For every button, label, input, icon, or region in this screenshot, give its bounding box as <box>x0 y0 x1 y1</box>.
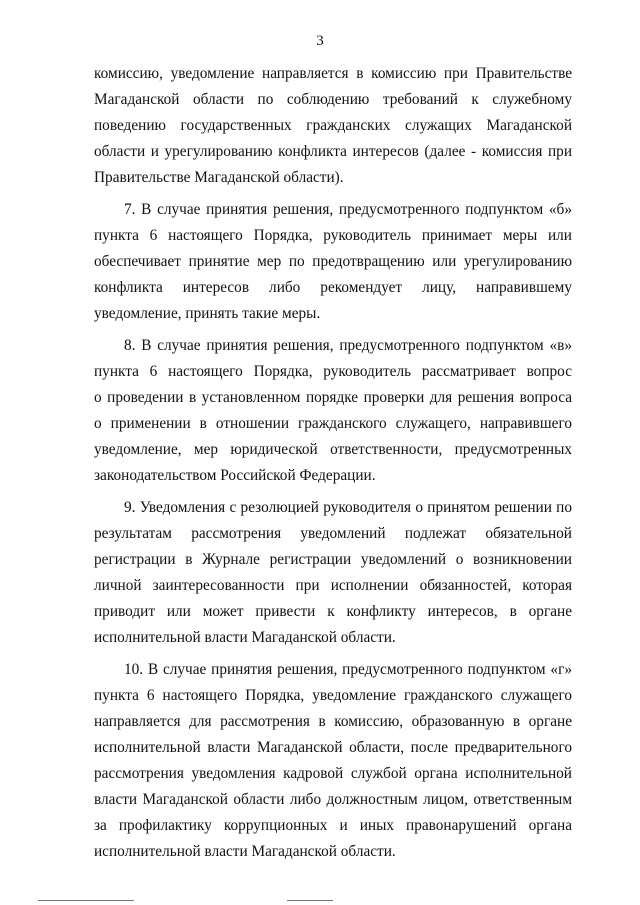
text-line: результатам рассмотрения уведомлений подлежат обязательной <box>94 525 572 542</box>
paragraph-item-8 <box>94 333 572 489</box>
paragraph-item-7 <box>94 197 572 327</box>
footer-divider <box>38 900 134 901</box>
text-line: 10. В случае принятия решения, предусмотренного подпунктом «г» <box>124 661 572 678</box>
paragraph-item-9 <box>94 495 572 651</box>
text-line: уведомление, принять такие меры. <box>94 305 321 322</box>
text-line: Магаданской области по соблюдению требований к служебному <box>94 91 572 108</box>
text-line: регистрации в Журнале регистрации уведомлений о возникновении <box>94 551 572 568</box>
text-line: пункта 6 настоящего Порядка, руководитель принимает меры или <box>94 227 572 244</box>
text-line: исполнительной власти Магаданской области, после предварительного <box>94 739 572 756</box>
text-line: 8. В случае принятия решения, предусмотренного подпунктом «в» <box>124 337 572 354</box>
text-line: о проведении в установленном порядке проверки для решения вопроса <box>94 389 572 406</box>
text-line: направляется для рассмотрения в комиссию, образованную в органе <box>94 713 572 730</box>
text-line: власти Магаданской области либо должностным лицом, ответственным <box>94 791 572 808</box>
paragraph-item-10 <box>94 657 572 865</box>
page-number: 3 <box>316 33 324 49</box>
text-line: о применении в отношении гражданского служащего, направившего <box>94 415 572 432</box>
text-line: комиссию, уведомление направляется в комиссию при Правительстве <box>94 65 572 82</box>
text-line: исполнительной власти Магаданской области. <box>94 843 396 860</box>
text-line: конфликта интересов либо рекомендует лицу, направившему <box>94 279 572 296</box>
text-line: приводит или может привести к конфликту интересов, в органе <box>94 603 572 620</box>
document-body <box>94 61 572 871</box>
text-line: 7. В случае принятия решения, предусмотренного подпунктом «б» <box>124 201 572 218</box>
footer-divider <box>287 900 333 901</box>
text-line: поведению государственных гражданских служащих Магаданской <box>94 117 572 134</box>
text-line: уведомление, мер юридической ответственности, предусмотренных <box>94 441 572 458</box>
text-line: Правительстве Магаданской области). <box>94 169 344 186</box>
text-line: 9. Уведомления с резолюцией руководителя о принятом решении по <box>124 499 572 516</box>
text-line: за профилактику коррупционных и иных правонарушений органа <box>94 817 572 834</box>
text-line: личной заинтересованности при исполнении обязанностей, которая <box>94 577 572 594</box>
text-line: пункта 6 настоящего Порядка, руководитель рассматривает вопрос <box>94 363 572 380</box>
text-line: обеспечивает принятие мер по предотвращению или урегулированию <box>94 253 572 270</box>
text-line: исполнительной власти Магаданской области. <box>94 629 396 646</box>
paragraph-continuation <box>94 61 572 191</box>
text-line: области и урегулированию конфликта интересов (далее - комиссия при <box>94 143 572 160</box>
text-line: рассмотрения уведомления кадровой службой органа исполнительной <box>94 765 572 782</box>
text-line: законодательством Российской Федерации. <box>94 467 376 484</box>
text-line: пункта 6 настоящего Порядка, уведомление гражданского служащего <box>94 687 572 704</box>
